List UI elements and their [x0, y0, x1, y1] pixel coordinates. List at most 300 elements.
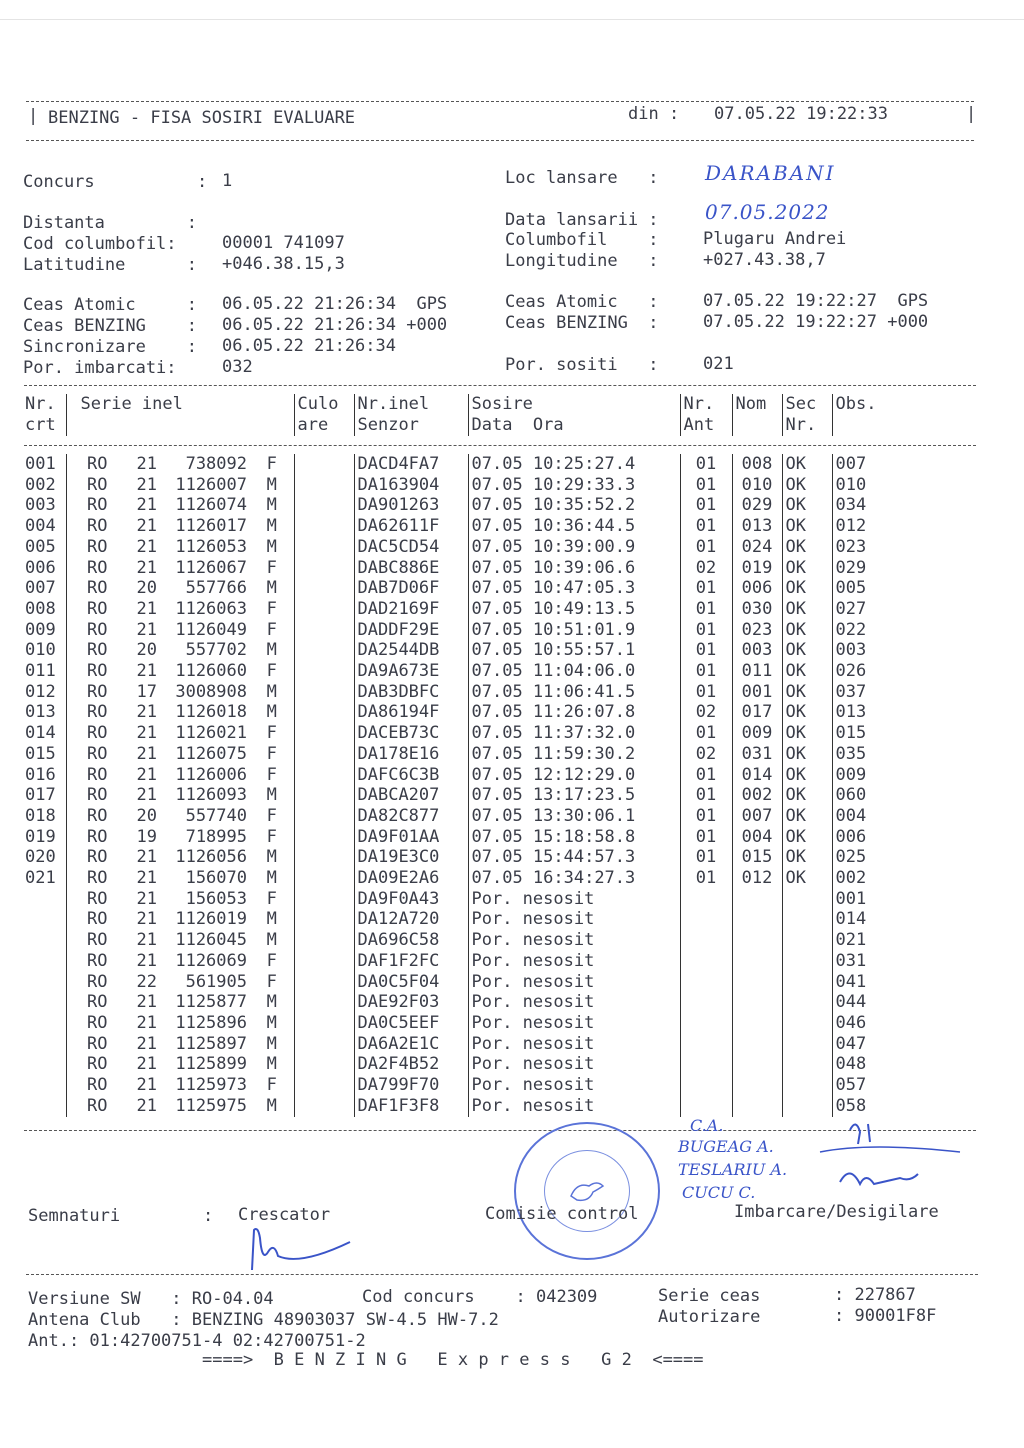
row-ant: 01	[680, 868, 732, 889]
right-ceas-atomic-label: Ceas Atomic :	[505, 292, 659, 312]
row-culoare	[294, 847, 354, 868]
row-ant	[680, 909, 732, 930]
row-ant: 01	[680, 723, 732, 744]
row-sex: F	[250, 558, 294, 579]
longitudine-label: Longitudine :	[505, 251, 659, 271]
row-tara: RO	[66, 495, 128, 516]
row-culoare	[294, 495, 354, 516]
row-an: 20	[136, 640, 157, 661]
row-obs: 007	[832, 454, 932, 475]
row-sosire: 07.05 10:49:13.5	[468, 599, 680, 620]
row-nom	[732, 1096, 782, 1117]
row-sec	[782, 1054, 832, 1075]
table-row	[22, 495, 932, 516]
row-nr-crt	[22, 951, 66, 972]
row-inel: 557766	[185, 578, 247, 599]
table-row	[22, 454, 932, 475]
row-culoare	[294, 744, 354, 765]
row-senzor: DA0C5EEF	[354, 1013, 468, 1034]
row-nom	[732, 972, 782, 993]
row-obs: 034	[832, 495, 932, 516]
cod-concurs: Cod concurs : 042309	[362, 1287, 598, 1307]
row-sex: M	[250, 992, 294, 1013]
row-senzor: DAE92F03	[354, 992, 468, 1013]
row-obs: 047	[832, 1034, 932, 1055]
row-sosire: 07.05 13:30:06.1	[468, 806, 680, 827]
row-nr-crt	[22, 1054, 66, 1075]
handwritten-name-1: C.A.	[690, 1116, 724, 1135]
data-lansarii-handwritten: 07.05.2022	[705, 200, 830, 224]
row-obs: 048	[832, 1054, 932, 1075]
row-senzor: DAB3DBFC	[354, 682, 468, 703]
row-tara: RO	[66, 992, 128, 1013]
col-culoare-header-2: are	[294, 415, 354, 436]
row-culoare	[294, 827, 354, 848]
right-ceas-benzing-value: 07.05.22 19:22:27 +000	[703, 312, 929, 332]
row-senzor: DAC5CD54	[354, 537, 468, 558]
row-an: 21	[136, 536, 157, 557]
row-culoare	[294, 640, 354, 661]
row-ant: 01	[680, 847, 732, 868]
row-culoare	[294, 930, 354, 951]
row-tara: RO	[66, 785, 128, 806]
row-sex: M	[250, 578, 294, 599]
comisie-control-label: Comisie control	[485, 1204, 639, 1224]
row-nom: 011	[732, 661, 782, 682]
row-obs: 057	[832, 1075, 932, 1096]
col-sosire-header: Sosire	[468, 394, 680, 415]
row-ant: 01	[680, 827, 732, 848]
table-row	[22, 1034, 932, 1055]
versiune-sw: Versiune SW : RO-04.04	[28, 1289, 274, 1309]
row-sex: M	[250, 847, 294, 868]
row-inel: 3008908	[175, 681, 247, 702]
row-sex: F	[250, 599, 294, 620]
row-sosire: Por. nesosit	[468, 1096, 680, 1117]
benzing-banner: ====> B E N Z I N G E x p r e s s G 2 <====	[202, 1350, 704, 1370]
handwritten-name-3: TESLARIU A.	[678, 1160, 788, 1179]
row-culoare	[294, 578, 354, 599]
row-ant	[680, 951, 732, 972]
row-sec: OK	[782, 868, 832, 889]
row-nom: 029	[732, 495, 782, 516]
row-ant	[680, 972, 732, 993]
loc-lansare-label: Loc lansare :	[505, 168, 659, 188]
row-ant: 01	[680, 661, 732, 682]
row-sec: OK	[782, 847, 832, 868]
row-nr-crt: 007	[25, 578, 56, 599]
row-senzor: DA696C58	[354, 930, 468, 951]
table-row	[22, 806, 932, 827]
row-culoare	[294, 806, 354, 827]
row-nr-crt	[22, 909, 66, 930]
table-row	[22, 640, 932, 661]
row-sec	[782, 930, 832, 951]
row-sosire: Por. nesosit	[468, 951, 680, 972]
row-sex: M	[250, 495, 294, 516]
row-sosire: 07.05 10:29:33.3	[468, 475, 680, 496]
table-row	[22, 537, 932, 558]
row-nr-crt: 005	[25, 536, 56, 557]
row-sosire: Por. nesosit	[468, 1054, 680, 1075]
row-ant: 01	[680, 454, 732, 475]
header-border-right: |	[966, 104, 977, 124]
row-inel: 1125877	[175, 992, 247, 1013]
row-an: 21	[136, 909, 157, 930]
row-nr-crt: 006	[25, 557, 56, 578]
row-an: 21	[136, 661, 157, 682]
row-nom: 001	[732, 682, 782, 703]
imbarcati-label: Por. imbarcati:	[23, 358, 177, 378]
row-sosire: 07.05 11:37:32.0	[468, 723, 680, 744]
row-tara: RO	[66, 765, 128, 786]
row-senzor: DA178E16	[354, 744, 468, 765]
row-nom: 013	[732, 516, 782, 537]
row-nom: 012	[732, 868, 782, 889]
row-sex: F	[250, 951, 294, 972]
row-an: 21	[136, 495, 157, 516]
row-sex: F	[250, 889, 294, 910]
row-nom	[732, 1013, 782, 1034]
row-obs: 041	[832, 972, 932, 993]
table-row	[22, 1096, 932, 1117]
row-senzor: DA9F0A43	[354, 889, 468, 910]
row-obs: 009	[832, 765, 932, 786]
row-senzor: DA0C5F04	[354, 972, 468, 993]
row-ant: 01	[680, 682, 732, 703]
row-tara: RO	[66, 702, 128, 723]
row-ant: 01	[680, 578, 732, 599]
row-inel: 1126007	[175, 474, 247, 495]
row-sosire: Por. nesosit	[468, 889, 680, 910]
row-tara: RO	[66, 868, 128, 889]
row-sec: OK	[782, 702, 832, 723]
row-sex: M	[250, 1013, 294, 1034]
row-nom: 010	[732, 475, 782, 496]
row-sosire: 07.05 11:26:07.8	[468, 702, 680, 723]
latitudine-label: Latitudine :	[23, 255, 197, 275]
sincronizare-value: 06.05.22 21:26:34	[222, 336, 396, 356]
row-an: 21	[136, 950, 157, 971]
row-sosire: 07.05 15:44:57.3	[468, 847, 680, 868]
row-sex: M	[250, 1096, 294, 1117]
table-row	[22, 744, 932, 765]
row-tara: RO	[66, 847, 128, 868]
row-inel: 1125973	[175, 1075, 247, 1096]
row-inel: 1126049	[175, 619, 247, 640]
row-culoare	[294, 951, 354, 972]
row-tara: RO	[66, 827, 128, 848]
row-culoare	[294, 475, 354, 496]
row-inel: 1125899	[175, 1054, 247, 1075]
autorizare-label: Autorizare	[658, 1307, 761, 1327]
row-senzor: DA86194F	[354, 702, 468, 723]
arrivals-table	[22, 394, 932, 1117]
table-header-row-1	[22, 394, 932, 415]
row-ant: 02	[680, 558, 732, 579]
row-sex: M	[250, 1034, 294, 1055]
row-nr-crt: 015	[25, 743, 56, 764]
row-nr-crt: 009	[25, 619, 56, 640]
row-sec	[782, 972, 832, 993]
row-tara: RO	[66, 1075, 128, 1096]
row-inel: 1126074	[175, 495, 247, 516]
row-tara: RO	[66, 537, 128, 558]
row-inel: 1126093	[175, 785, 247, 806]
row-nom: 015	[732, 847, 782, 868]
table-header-row-2	[22, 415, 932, 436]
row-obs: 029	[832, 558, 932, 579]
row-sec: OK	[782, 682, 832, 703]
row-culoare	[294, 558, 354, 579]
row-senzor: DA6A2E1C	[354, 1034, 468, 1055]
row-inel: 1126017	[175, 516, 247, 537]
row-an: 21	[136, 1054, 157, 1075]
row-obs: 004	[832, 806, 932, 827]
row-sec: OK	[782, 495, 832, 516]
commission-signature	[810, 1112, 970, 1212]
autorizare-value: : 90001F8F	[834, 1306, 937, 1326]
row-nom: 024	[732, 537, 782, 558]
row-sec	[782, 889, 832, 910]
row-obs: 031	[832, 951, 932, 972]
row-culoare	[294, 661, 354, 682]
row-sosire: Por. nesosit	[468, 992, 680, 1013]
row-inel: 1125897	[175, 1033, 247, 1054]
row-ant: 01	[680, 640, 732, 661]
row-sec: OK	[782, 806, 832, 827]
row-nr-crt: 017	[25, 785, 56, 806]
col-nr-ant-header: Nr.	[680, 394, 732, 415]
row-sex: F	[250, 827, 294, 848]
row-an: 22	[136, 971, 157, 992]
row-obs: 035	[832, 744, 932, 765]
col-nr-crt-header-2: crt	[25, 415, 56, 435]
row-culoare	[294, 620, 354, 641]
row-sec: OK	[782, 765, 832, 786]
row-nom	[732, 909, 782, 930]
row-sex: M	[250, 702, 294, 723]
table-row	[22, 558, 932, 579]
row-sex: M	[250, 640, 294, 661]
row-sec: OK	[782, 537, 832, 558]
table-row	[22, 972, 932, 993]
col-serie-inel-header: Serie inel	[66, 394, 294, 415]
row-inel: 1126021	[175, 723, 247, 744]
row-tara: RO	[66, 620, 128, 641]
row-tara: RO	[66, 599, 128, 620]
row-nr-crt	[22, 992, 66, 1013]
row-nr-crt: 020	[25, 847, 56, 868]
row-obs: 001	[832, 889, 932, 910]
row-sosire: 07.05 12:12:29.0	[468, 765, 680, 786]
cod-columbofil-value: 00001 741097	[222, 233, 345, 253]
right-ceas-atomic-value: 07.05.22 19:22:27 GPS	[703, 291, 929, 311]
row-ant: 01	[680, 785, 732, 806]
row-nr-crt: 003	[25, 495, 56, 516]
row-ant	[680, 1013, 732, 1034]
row-sec	[782, 951, 832, 972]
row-obs: 022	[832, 620, 932, 641]
row-an: 19	[136, 826, 157, 847]
left-ceas-benzing-label: Ceas BENZING :	[23, 316, 197, 336]
row-an: 21	[136, 516, 157, 537]
row-sec: OK	[782, 744, 832, 765]
row-inel: 718995	[185, 826, 247, 847]
row-an: 21	[136, 930, 157, 951]
row-an: 21	[136, 743, 157, 764]
concurs-value: 1	[222, 171, 233, 191]
row-sosire: Por. nesosit	[468, 909, 680, 930]
row-tara: RO	[66, 475, 128, 496]
row-obs: 037	[832, 682, 932, 703]
row-an: 21	[136, 992, 157, 1013]
row-inel: 1126056	[175, 847, 247, 868]
row-sosire: Por. nesosit	[468, 1013, 680, 1034]
row-obs: 044	[832, 992, 932, 1013]
row-sosire: 07.05 16:34:27.3	[468, 868, 680, 889]
row-sec: OK	[782, 827, 832, 848]
row-nom: 002	[732, 785, 782, 806]
row-sex: M	[250, 785, 294, 806]
col-obs-header: Obs.	[832, 394, 932, 415]
row-sex: M	[250, 909, 294, 930]
row-sex: F	[250, 454, 294, 475]
row-senzor: DADDF29E	[354, 620, 468, 641]
row-sosire: 07.05 11:59:30.2	[468, 744, 680, 765]
row-an: 21	[136, 702, 157, 723]
col-nom-header: Nom	[732, 394, 782, 415]
row-sex: M	[250, 537, 294, 558]
row-inel: 557740	[185, 805, 247, 826]
row-nr-crt	[22, 930, 66, 951]
table-row	[22, 909, 932, 930]
row-sex: M	[250, 475, 294, 496]
row-senzor: DA09E2A6	[354, 868, 468, 889]
row-sex: F	[250, 765, 294, 786]
row-nr-crt	[22, 1096, 66, 1117]
data-lansarii-label: Data lansarii :	[505, 210, 659, 230]
row-nom	[732, 992, 782, 1013]
row-nr-crt: 014	[25, 723, 56, 744]
row-culoare	[294, 723, 354, 744]
row-inel: 1125896	[175, 1012, 247, 1033]
row-senzor: DA799F70	[354, 1075, 468, 1096]
longitudine-value: +027.43.38,7	[703, 250, 826, 270]
association-stamp	[514, 1122, 660, 1260]
row-sex: F	[250, 806, 294, 827]
row-sec: OK	[782, 516, 832, 537]
antena-club: Antena Club : BENZING 48903037 SW-4.5 HW-7.2	[28, 1310, 499, 1330]
header-rule-top	[26, 101, 974, 102]
row-sex: M	[250, 930, 294, 951]
row-inel: 1125975	[175, 1095, 247, 1116]
row-tara: RO	[66, 972, 128, 993]
row-senzor: DA9F01AA	[354, 827, 468, 848]
row-sex: F	[250, 620, 294, 641]
row-nom: 006	[732, 578, 782, 599]
table-row	[22, 1013, 932, 1034]
footer-rule	[26, 1274, 978, 1275]
row-nr-crt: 016	[25, 764, 56, 785]
row-obs: 002	[832, 868, 932, 889]
row-nr-crt: 010	[25, 640, 56, 661]
sincronizare-label: Sincronizare :	[23, 337, 197, 357]
row-obs: 060	[832, 785, 932, 806]
row-an: 21	[136, 785, 157, 806]
row-tara: RO	[66, 930, 128, 951]
row-culoare	[294, 909, 354, 930]
row-sec: OK	[782, 723, 832, 744]
row-senzor: DABC886E	[354, 558, 468, 579]
row-sec: OK	[782, 454, 832, 475]
row-sosire: 07.05 10:25:27.4	[468, 454, 680, 475]
col-sec-nr-header: Sec	[782, 394, 832, 415]
table-row	[22, 661, 932, 682]
row-sosire: 07.05 10:35:52.2	[468, 495, 680, 516]
row-culoare	[294, 454, 354, 475]
row-nr-crt: 008	[25, 598, 56, 619]
row-senzor: DA2544DB	[354, 640, 468, 661]
row-sec: OK	[782, 620, 832, 641]
row-obs: 015	[832, 723, 932, 744]
row-sex: M	[250, 1054, 294, 1075]
row-obs: 021	[832, 930, 932, 951]
row-an: 21	[136, 557, 157, 578]
sositi-label: Por. sositi :	[505, 355, 659, 375]
crescator-label: Crescator	[238, 1205, 331, 1225]
row-culoare	[294, 785, 354, 806]
row-senzor: DACD4FA7	[354, 454, 468, 475]
table-row	[22, 868, 932, 889]
row-sec: OK	[782, 661, 832, 682]
row-sosire: Por. nesosit	[468, 930, 680, 951]
row-an: 21	[136, 1033, 157, 1054]
row-culoare	[294, 765, 354, 786]
row-senzor: DA163904	[354, 475, 468, 496]
table-row	[22, 992, 932, 1013]
row-senzor: DAF1F2FC	[354, 951, 468, 972]
row-sex: F	[250, 1075, 294, 1096]
header-din-value: 07.05.22 19:22:33	[714, 104, 888, 124]
row-sosire: 07.05 10:51:01.9	[468, 620, 680, 641]
row-inel: 738092	[185, 454, 247, 474]
row-obs: 012	[832, 516, 932, 537]
row-tara: RO	[66, 1096, 128, 1117]
table-row	[22, 516, 932, 537]
latitudine-value: +046.38.15,3	[222, 254, 345, 274]
row-culoare	[294, 537, 354, 558]
row-nom	[732, 889, 782, 910]
header-title: BENZING - FISA SOSIRI EVALUARE	[48, 108, 356, 128]
table-row	[22, 578, 932, 599]
row-tara: RO	[66, 889, 128, 910]
row-an: 20	[136, 805, 157, 826]
row-senzor: DACEB73C	[354, 723, 468, 744]
row-nr-crt	[22, 1034, 66, 1055]
row-senzor: DA82C877	[354, 806, 468, 827]
right-ceas-benzing-label: Ceas BENZING :	[505, 313, 659, 333]
row-nr-crt: 018	[25, 805, 56, 826]
row-inel: 1126053	[175, 536, 247, 557]
imbarcati-value: 032	[222, 357, 253, 377]
row-nr-crt: 021	[25, 868, 56, 889]
row-sec: OK	[782, 640, 832, 661]
row-nom: 009	[732, 723, 782, 744]
row-nr-crt: 001	[25, 454, 56, 474]
row-obs: 046	[832, 1013, 932, 1034]
row-tara: RO	[66, 909, 128, 930]
